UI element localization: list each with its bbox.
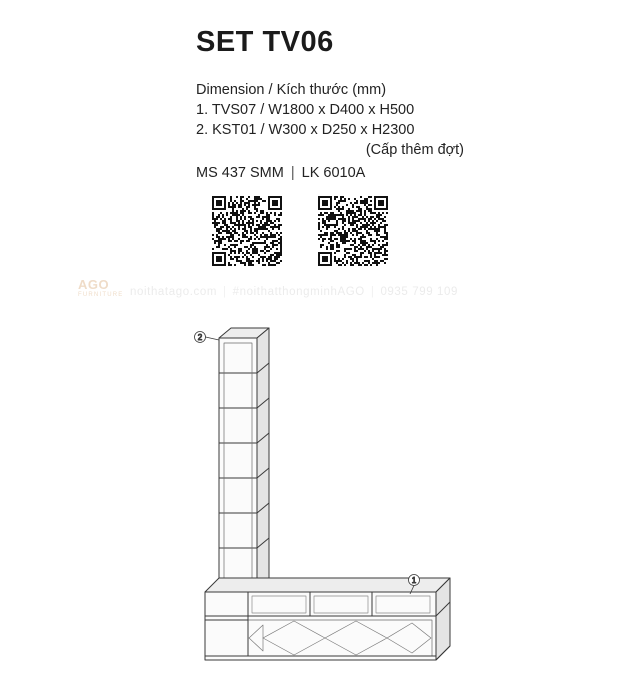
brand-name: AGO: [78, 277, 110, 292]
product-codes: [196, 165, 365, 181]
dimension-block: [196, 80, 496, 160]
product-drawing: [0, 310, 641, 680]
watermark-website: noithatago.com: [130, 286, 218, 298]
drawing-svg: [0, 310, 641, 680]
brand-subtitle: FURNITURE: [78, 292, 124, 298]
product-code-left: MS 437 SMM: [196, 165, 284, 181]
watermark-separator-2: |: [370, 286, 375, 298]
tv-cabinet: [205, 578, 450, 660]
code-separator: |: [290, 165, 295, 181]
dimension-note: (Cấp thêm đợt): [365, 142, 464, 158]
qr-code-left[interactable]: [212, 196, 282, 266]
brand-logo: [78, 279, 124, 305]
callout-1-label: 1: [411, 576, 417, 585]
product-code-right: LK 6010A: [301, 165, 366, 181]
watermark-strip: [78, 278, 568, 306]
watermark-separator-1: |: [223, 286, 227, 298]
dimension-heading: Dimension / Kích thước (mm): [196, 82, 387, 98]
watermark-hashtag: #noithatthongminhAGO: [232, 286, 365, 298]
tall-bookshelf: [219, 328, 269, 588]
watermark-phone: 0935 799 109: [380, 286, 458, 298]
qr-code-right[interactable]: [318, 196, 388, 266]
dimension-item-2: 2. KST01 / W300 x D250 x H2300: [196, 122, 415, 138]
page-title: SET TV06: [196, 26, 334, 58]
watermark-text: [130, 286, 458, 298]
qr-code-group: [212, 196, 388, 266]
callout-2: [195, 332, 220, 343]
dimension-item-1: 1. TVS07 / W1800 x D400 x H500: [196, 102, 415, 118]
callout-2-label: 2: [197, 333, 203, 342]
